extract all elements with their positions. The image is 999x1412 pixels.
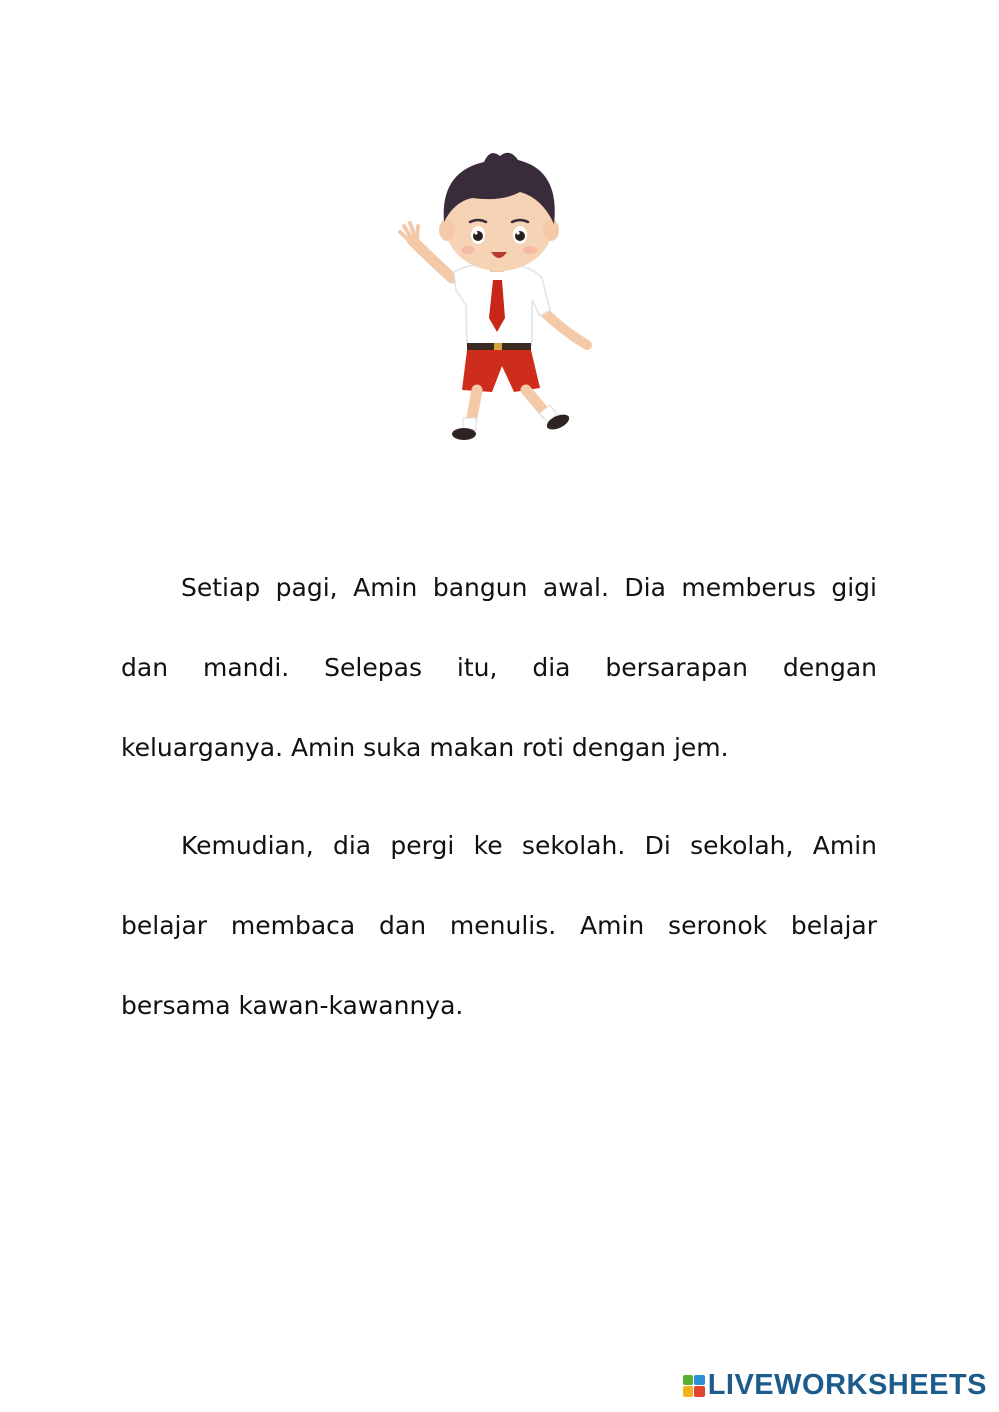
story-text: [121, 548, 877, 1046]
logo-mark-icon: [683, 1375, 705, 1397]
logo-text: LIVEWORKSHEETS: [707, 1369, 987, 1401]
left-shoe: [452, 428, 476, 440]
story-paragraph-1: Setiap pagi, Amin bangun awal. Dia memberus gigi dan mandi. Selepas itu, dia bersarapan dengan keluarganya. Amin suka makan roti dengan jem.: [121, 573, 877, 762]
logo-mark-cell: [694, 1386, 705, 1397]
liveworksheets-logo: [683, 1369, 987, 1402]
logo-mark-cell: [683, 1375, 694, 1386]
story-paragraph-2: Kemudian, dia pergi ke sekolah. Di sekolah, Amin belajar membaca dan menulis. Amin seronok belajar bersama kawan-kawannya.: [121, 831, 877, 1020]
head: [439, 153, 559, 271]
boy-illustration: [392, 140, 602, 450]
lowered-arm: [542, 310, 587, 345]
logo-mark-cell: [694, 1375, 705, 1386]
logo-mark-cell: [683, 1386, 694, 1397]
